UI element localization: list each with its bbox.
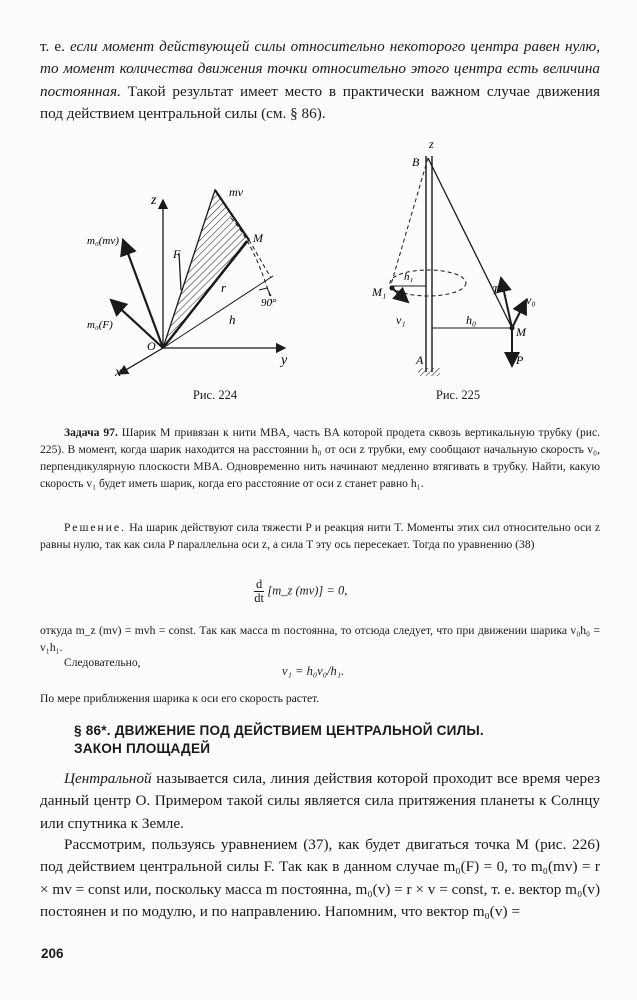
label-P: P <box>516 353 524 367</box>
figure-224-caption: Рис. 224 <box>192 388 238 402</box>
solution-text-4: По мере приближения шарика к оси его скорость растет. <box>40 692 320 705</box>
label-r: r <box>221 280 227 295</box>
solution-text: На шарик действуют сила тяжести P и реакция нити T. Моменты этих сил относительно оси z равны нулю, так как сила P параллельна оси z, а сила T эту ось пересекает. Тогда по уравнению (38) <box>40 521 600 551</box>
label-v1: v₁ <box>396 313 406 327</box>
derivative-fraction: $\frac{d}{dt}$ <box>254 577 264 605</box>
equation-v1: v₁ = h₀v₀/h₁. <box>282 664 345 678</box>
label-z: z <box>151 193 157 208</box>
figure-225-caption: Рис. 225 <box>435 388 481 402</box>
x-axis <box>119 348 163 374</box>
mv-extension-line <box>249 240 271 278</box>
central-term: Центральной <box>64 770 152 787</box>
solution-text-3: Следовательно, <box>64 656 141 669</box>
label-M: M <box>253 231 263 245</box>
figure-225 <box>360 136 560 380</box>
section-heading-line-1: § 86*. ДВИЖЕНИЕ ПОД ДЕЙСТВИЕМ ЦЕНТРАЛЬНОЙ СИЛЫ. <box>74 723 484 738</box>
label-origin: O <box>147 339 156 353</box>
hatched-triangle <box>163 190 249 348</box>
label-A: A <box>416 353 424 367</box>
label-h0: h₀ <box>466 313 477 327</box>
v0-vector <box>512 300 526 328</box>
label-F: F <box>173 247 181 261</box>
central-text: называется сила, линия действия которой проходит все время через данный центр O. Примером такой силы является сила притяжения планеты к Солнцу или спутника к Земле. <box>40 770 600 832</box>
label-h: h <box>229 312 236 327</box>
label-T: T <box>492 283 499 297</box>
equation-38-body: [m_z (mv)] = 0, <box>267 583 348 598</box>
intro-rest: Такой результат имеет место в практически важном случае движения под действием центральной силы (см. § 86). <box>40 82 600 123</box>
T-vector <box>501 278 512 328</box>
label-M225: M <box>516 325 526 339</box>
solution-paragraph <box>40 519 600 553</box>
string-BM <box>428 158 512 328</box>
label-angle: 90° <box>261 297 277 309</box>
equation-38 <box>254 578 347 605</box>
solution-text-2: откуда m_z (mv) = mvh = const. Так как масса m постоянна, то отсюда следует, что при движении шарика v₀h₀ = v₁h₁. <box>40 624 600 654</box>
problem-text: Шарик M привязан к нити MBA, часть BA которой продета сквозь вертикальную трубку (рис. 225). В момент, когда шарик находится на расстоянии h₀ от оси z трубки, ему сообщают начальную скорость v₀, перпендикулярную плоскости MBA. Одновременно нить начинают медленно втягивать в трубку. Найти, какую скорость v₁ будет иметь шарик, когда его расстояние от оси z станет равно h₁. <box>40 426 601 490</box>
label-m0-mv: m₀(mv) <box>87 235 119 247</box>
label-y: y <box>281 353 288 368</box>
intro-italic-statement: если момент действующей силы относительно некоторого центра равен нулю, то момент количества движения точки относительно этого центра есть величина постоянная. <box>40 38 600 100</box>
label-v0: v₀ <box>526 293 536 307</box>
figure-224 <box>85 178 325 390</box>
string-BM1 <box>390 158 428 288</box>
problem-title: Задача 97. <box>64 426 118 439</box>
central-force-paragraph <box>40 768 600 835</box>
section-heading <box>74 722 594 758</box>
solution-label: Решение. <box>64 521 126 534</box>
label-h1: h₁ <box>404 271 414 283</box>
problem-97 <box>40 424 600 492</box>
label-x: x <box>115 365 122 380</box>
tube-base <box>418 368 440 376</box>
m0-mv-vector <box>123 240 163 348</box>
orbit-ellipse <box>390 270 466 296</box>
label-M1: M₁ <box>372 285 387 299</box>
intro-paragraph <box>40 36 600 126</box>
label-m0-F: m₀(F) <box>87 319 113 331</box>
page-number: 206 <box>41 946 64 961</box>
consider-paragraph: Рассмотрим, пользуясь уравнением (37), как будет двигаться точка M (рис. 226) под действием центральной силы F. Так как в данном случае m₀(F) = 0, то m₀(mv) = r × mv = const или, поскольку масса m постоянна, m₀(v) = r × v = const, т. е. вектор m₀(v) постоянен и по модулю, и по направлению. Напомним, что вектор m₀(v) = <box>40 836 600 921</box>
label-B: B <box>412 155 420 169</box>
ball-M <box>510 326 515 331</box>
ball-M1 <box>390 286 395 291</box>
v1-vector <box>392 288 408 302</box>
section-heading-line-2: ЗАКОН ПЛОЩАДЕЙ <box>74 741 211 756</box>
intro-start: т. е. <box>40 38 70 55</box>
label-mv: mv <box>229 185 243 199</box>
label-z225: z <box>429 137 434 151</box>
